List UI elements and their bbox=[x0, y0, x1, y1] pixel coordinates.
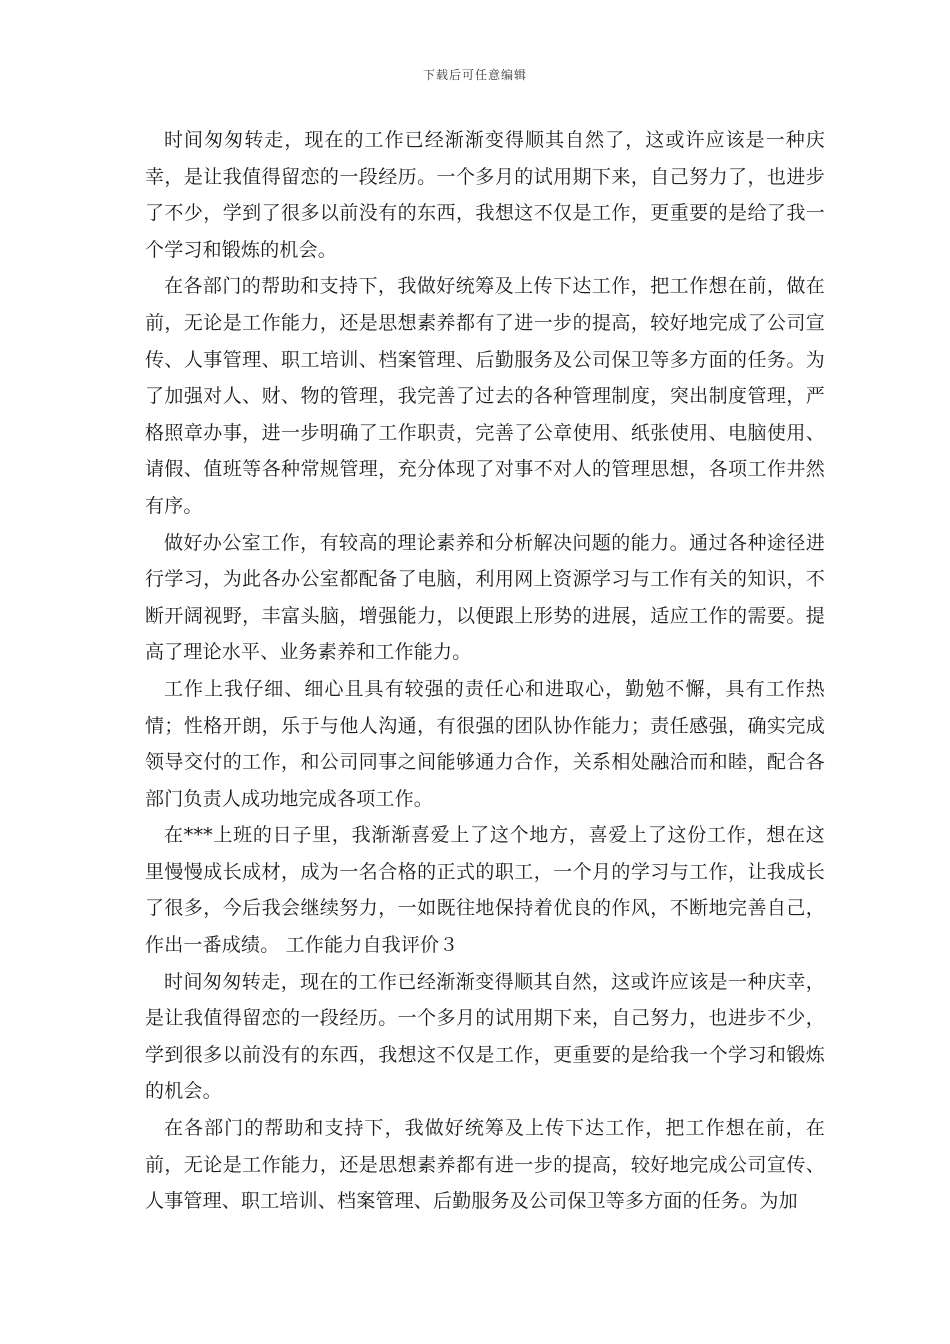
header-note: 下载后可任意编辑 bbox=[422, 68, 527, 82]
paragraph: 做好办公室工作，有较高的理论素养和分析解决问题的能力。通过各种途径进行学习，为此各办公室都配备了电脑，利用网上资源学习与工作有关的知识，不断开阔视野，丰富头脑，增强能力，以便跟上形势的进展，适应工作的需要。提高了理论水平、业务素养和工作能力。 bbox=[145, 531, 825, 664]
paragraph: 在各部门的帮助和支持下，我做好统筹及上传下达工作，把工作想在前，在前，无论是工作能力，还是思想素养都有进一步的提高，较好地完成公司宣传、人事管理、职工培训、档案管理、后勤服务及公司保卫等多方面的任务。为加 bbox=[145, 1117, 825, 1213]
paragraph: 时间匆匆转走，现在的工作已经渐渐变得顺其自然了，这或许应该是一种庆幸，是让我值得留恋的一段经历。一个多月的试用期下来，自己努力了，也进步了不少，学到了很多以前没有的东西，我想这不仅是工作，更重要的是给了我一个学习和锻炼的机会。 bbox=[145, 129, 825, 261]
document-body bbox=[145, 122, 825, 1220]
paragraph: 工作上我仔细、细心且具有较强的责任心和进取心，勤勉不懈，具有工作热情；性格开朗，乐于与他人沟通，有很强的团队协作能力；责任感强，确实完成领导交付的工作，和公司同事之间能够通力合作，关系相处融洽而和睦，配合各部门负责人成功地完成各项工作。 bbox=[145, 677, 825, 810]
paragraph: 在***上班的日子里，我渐渐喜爱上了这个地方，喜爱上了这份工作，想在这里慢慢成长成材，成为一名合格的正式的职工，一个月的学习与工作，让我成长了很多，今后我会继续努力，一如既往地保持着优良的作风，不断地完善自己，作出一番成绩。 工作能力自我评价３ bbox=[145, 824, 825, 957]
paragraph: 时间匆匆转走，现在的工作已经渐渐变得顺其自然，这或许应该是一种庆幸，是让我值得留恋的一段经历。一个多月的试用期下来，自己努力，也进步不少，学到很多以前没有的东西，我想这不仅是工作，更重要的是给我一个学习和锻炼的机会。 bbox=[145, 970, 825, 1103]
paragraph: 在各部门的帮助和支持下，我做好统筹及上传下达工作，把工作想在前，做在前，无论是工作能力，还是思想素养都有了进一步的提高，较好地完成了公司宣传、人事管理、职工培训、档案管理、后勤服务及公司保卫等多方面的任务。为了加强对人、财、物的管理，我完善了过去的各种管理制度，突出制度管理，严格照章办事，进一步明确了工作职责，完善了公章使用、纸张使用、电脑使用、请假、值班等各种常规管理，充分体现了对事不对人的管理思想，各项工作井然有序。 bbox=[145, 275, 825, 517]
